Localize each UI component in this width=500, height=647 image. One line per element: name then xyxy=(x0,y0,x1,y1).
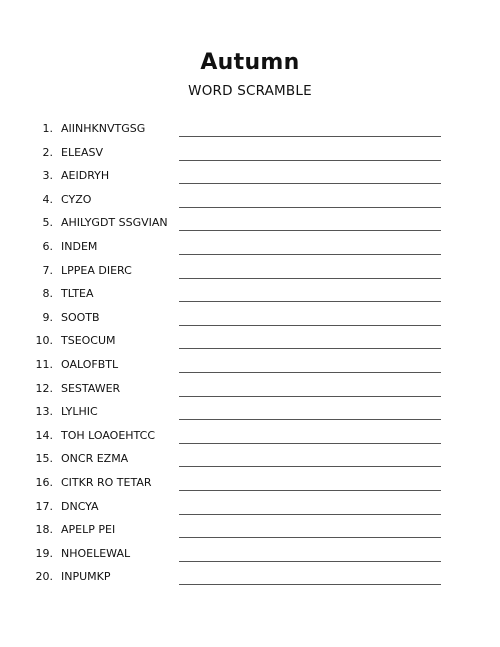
puzzle-number: 6. xyxy=(42,239,53,253)
scrambled-word: SESTAWER xyxy=(61,381,121,395)
answer-line xyxy=(179,230,441,231)
puzzle-row xyxy=(0,379,500,403)
scrambled-word: TOH LOAOEHTCC xyxy=(61,428,155,442)
scrambled-word: APELP PEI xyxy=(61,523,116,537)
scrambled-word: TLTEA xyxy=(61,287,94,301)
answer-line xyxy=(179,183,441,184)
scrambled-word: LPPEA DIERC xyxy=(61,263,132,277)
puzzle-number: 18. xyxy=(35,523,53,537)
answer-line xyxy=(179,136,441,137)
puzzle-row xyxy=(0,497,500,521)
scrambled-word: CYZO xyxy=(61,192,92,206)
answer-line xyxy=(179,443,441,444)
answer-line xyxy=(179,584,441,585)
puzzle-row xyxy=(0,166,500,190)
scrambled-word: OALOFBTL xyxy=(61,357,119,371)
answer-line xyxy=(179,490,441,491)
answer-line xyxy=(179,537,441,538)
puzzle-row xyxy=(0,190,500,214)
puzzle-number: 2. xyxy=(42,145,53,159)
puzzle-number: 13. xyxy=(35,405,53,419)
page-title: Autumn xyxy=(200,50,300,75)
puzzle-number: 19. xyxy=(35,546,53,560)
scrambled-word: AEIDRYH xyxy=(61,169,110,183)
puzzle-number: 7. xyxy=(42,263,53,277)
answer-line xyxy=(179,325,441,326)
puzzle-list xyxy=(0,119,500,591)
puzzle-row xyxy=(0,473,500,497)
scrambled-word: INPUMKP xyxy=(61,570,111,584)
puzzle-number: 20. xyxy=(35,570,53,584)
puzzle-number: 8. xyxy=(42,287,53,301)
puzzle-row xyxy=(0,520,500,544)
page-subtitle: WORD SCRAMBLE xyxy=(188,83,312,99)
scrambled-word: NHOELEWAL xyxy=(61,546,131,560)
scrambled-word: ELEASV xyxy=(61,145,104,159)
puzzle-row xyxy=(0,237,500,261)
scrambled-word: TSEOCUM xyxy=(61,334,116,348)
answer-line xyxy=(179,514,441,515)
answer-line xyxy=(179,254,441,255)
puzzle-row xyxy=(0,355,500,379)
puzzle-row xyxy=(0,544,500,568)
puzzle-row xyxy=(0,567,500,591)
puzzle-row xyxy=(0,284,500,308)
puzzle-row xyxy=(0,308,500,332)
puzzle-number: 4. xyxy=(42,192,53,206)
puzzle-number: 5. xyxy=(42,216,53,230)
puzzle-number: 14. xyxy=(35,428,53,442)
puzzle-number: 12. xyxy=(35,381,53,395)
scrambled-word: DNCYA xyxy=(61,499,99,513)
puzzle-row xyxy=(0,402,500,426)
puzzle-number: 9. xyxy=(42,310,53,324)
scrambled-word: AHILYGDT SSGVIAN xyxy=(61,216,168,230)
answer-line xyxy=(179,419,441,420)
scrambled-word: ONCR EZMA xyxy=(61,452,129,466)
puzzle-row xyxy=(0,261,500,285)
answer-line xyxy=(179,466,441,467)
puzzle-number: 3. xyxy=(42,169,53,183)
answer-line xyxy=(179,396,441,397)
puzzle-row xyxy=(0,119,500,143)
scrambled-word: INDEM xyxy=(61,239,98,253)
puzzle-number: 17. xyxy=(35,499,53,513)
answer-line xyxy=(179,278,441,279)
answer-line xyxy=(179,207,441,208)
puzzle-number: 15. xyxy=(35,452,53,466)
puzzle-row xyxy=(0,426,500,450)
answer-line xyxy=(179,160,441,161)
answer-line xyxy=(179,561,441,562)
answer-line xyxy=(179,301,441,302)
puzzle-row xyxy=(0,213,500,237)
scrambled-word: LYLHIC xyxy=(61,405,98,419)
puzzle-row xyxy=(0,449,500,473)
scrambled-word: AIINHKNVTGSG xyxy=(61,122,146,135)
scrambled-word: CITKR RO TETAR xyxy=(61,475,152,489)
puzzle-number: 1. xyxy=(42,122,53,135)
scrambled-word: SOOTB xyxy=(61,310,100,324)
puzzle-row xyxy=(0,331,500,355)
puzzle-number: 16. xyxy=(35,475,53,489)
answer-line xyxy=(179,348,441,349)
answer-line xyxy=(179,372,441,373)
puzzle-number: 10. xyxy=(35,334,53,348)
puzzle-row xyxy=(0,143,500,167)
puzzle-number: 11. xyxy=(35,357,53,371)
